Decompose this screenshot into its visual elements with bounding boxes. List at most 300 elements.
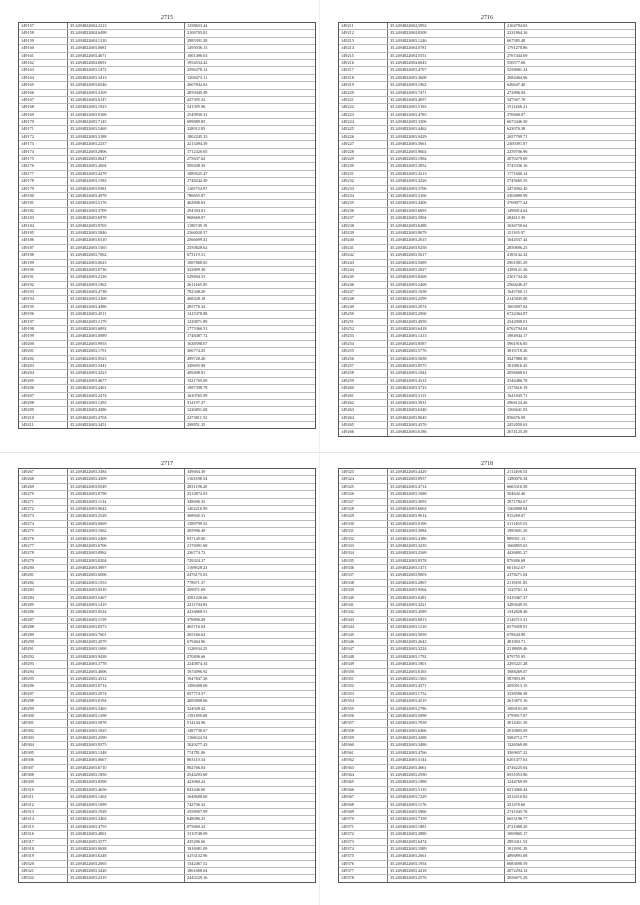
row-id-cell: 149211 [19,422,68,428]
coordinate-cell: 35.2494822683.1471 [388,565,505,571]
coordinate-cell: 35.2494822683.4213 [388,171,505,177]
coordinate-cell: 35.2494822683.4766 [388,750,505,756]
value-cell: 3447880.30 [507,355,528,361]
coordinate-cell: 35.2494822683.4109 [68,90,185,96]
table-row [19,30,315,37]
value-cell: 673119.31 [187,252,206,258]
value-cell: 1663097.04 [507,303,528,309]
coordinate-cell: 35.2494822683.1988 [388,779,505,785]
table-row [19,506,315,513]
table-row [19,624,315,631]
table-row [19,720,315,727]
value-cell: 3474902.45 [507,185,528,191]
row-id-cell: 149194 [19,296,68,302]
row-id-cell: 149362 [339,757,388,763]
table-row [19,691,315,698]
table-row [339,171,635,178]
value-cell: 4896893.08 [507,853,528,859]
row-id-cell: 149346 [339,639,388,645]
coordinate-cell: 35.2494822683.0669 [68,521,185,527]
row-id-cell: 149274 [19,521,68,527]
document-page [18,460,316,883]
row-id-cell: 149284 [19,595,68,601]
coordinate-cell: 35.2494822683.2468 [68,536,185,542]
row-id-cell: 149363 [339,765,388,771]
value-cell: 2445229.16 [187,875,208,881]
coordinate-cell: 35.2494822683.2079 [68,639,185,645]
table-row [339,333,635,340]
value-cell: 1041845.71 [507,392,528,398]
coordinate-cell: 35.2494822683.1928 [68,809,185,815]
table-row [19,67,315,74]
row-id-cell: 149183 [19,215,68,221]
data-table [338,468,636,883]
row-id-cell: 149179 [19,186,68,192]
row-id-cell: 149201 [19,348,68,354]
value-cell: 1712320.65 [187,148,208,154]
row-id-cell: 149331 [339,528,388,534]
coordinate-cell: 35.2494822683.5460 [68,126,185,132]
table-row [339,536,635,543]
table-row [339,119,635,126]
value-cell: 6683698.59 [507,860,528,866]
coordinate-cell: 35.2494822684.0781 [388,45,505,51]
value-cell: 1985601.20 [507,528,528,534]
coordinate-cell: 35.2494822683.5846 [68,230,185,236]
value-cell: 1811891.29 [507,845,528,851]
value-cell: 2741945.76 [507,808,528,814]
coordinate-cell: 35.2494822683.3706 [388,186,505,192]
row-id-cell: 149281 [19,572,68,578]
coordinate-cell: 35.2494822683.1825 [68,728,185,734]
row-id-cell: 149170 [19,119,68,125]
value-cell: 1258653.44 [187,23,208,28]
coordinate-cell: 35.2494822683.8645 [388,415,505,421]
coordinate-cell: 35.2494822683.5176 [68,200,185,206]
value-cell: 3111495.53 [507,520,528,526]
table-row [19,126,315,133]
row-id-cell: 149295 [19,676,68,682]
row-id-cell: 149336 [339,565,388,571]
coordinate-cell: 35.2494822683.9602 [388,149,505,155]
data-table [338,22,636,437]
table-row [19,558,315,565]
table-row [339,370,635,377]
table-row [19,765,315,772]
row-id-cell: 149159 [19,38,68,44]
row-id-cell: 149245 [339,274,388,280]
coordinate-cell: 35.2494822683.9638 [68,846,185,852]
value-cell: 2558907.99 [187,808,208,814]
coordinate-cell: 35.2494822683.3931 [388,400,505,406]
value-cell: 857774.57 [187,690,206,696]
row-id-cell: 149236 [339,208,388,214]
coordinate-cell: 35.2494822683.4704 [68,415,185,421]
row-id-cell: 149162 [19,60,68,66]
row-id-cell: 149316 [19,831,68,837]
value-cell: 305996.49 [187,528,206,534]
value-cell: 1748487.72 [187,333,208,339]
row-id-cell: 149367 [339,794,388,800]
row-id-cell: 149202 [19,356,68,362]
value-cell: 2550828.62 [187,244,208,250]
value-cell: 667585.48 [507,37,526,43]
row-id-cell: 149228 [339,149,388,155]
coordinate-cell: 35.2494822683.0165 [388,669,505,675]
value-cell: 1402216.99 [187,505,208,511]
coordinate-cell: 35.2494822683.9168 [68,112,185,118]
row-id-cell: 149300 [19,713,68,719]
coordinate-cell: 35.2494822683.3778 [68,661,185,667]
table-row [19,304,315,311]
table-row [339,683,635,690]
value-cell: 1636750.64 [507,222,528,228]
row-id-cell: 149345 [339,632,388,638]
row-id-cell: 149269 [19,484,68,490]
row-id-cell: 149160 [19,45,68,51]
row-id-cell: 149198 [19,326,68,332]
table-row [339,868,635,875]
table-row [339,252,635,259]
table-row [19,521,315,528]
row-id-cell: 149208 [19,400,68,406]
table-row [339,484,635,491]
value-cell: 2056668.61 [507,370,528,376]
table-row [19,772,315,779]
table-row [339,215,635,222]
row-id-cell: 149332 [339,536,388,542]
table-row [19,363,315,370]
table-row [19,565,315,572]
table-row [19,415,315,422]
coordinate-cell: 35.2494822683.1792 [388,654,505,660]
row-id-cell: 149266 [339,429,388,435]
coordinate-cell: 35.2494822683.5098 [388,713,505,719]
value-cell: 151165.97 [507,229,526,235]
row-id-cell: 149234 [339,193,388,199]
row-id-cell: 149163 [19,67,68,73]
value-cell: 679755.95 [507,653,526,659]
table-row [339,661,635,668]
coordinate-cell: 35.2494822683.6418 [388,326,505,332]
value-cell: 1511466.21 [507,104,528,110]
table-row [339,839,635,846]
row-id-cell: 149279 [19,558,68,564]
row-id-cell: 149276 [19,536,68,542]
coordinate-cell: 35.2494822683.8268 [388,274,505,280]
coordinate-cell: 35.2494822683.2806 [68,149,185,155]
table-row [339,289,635,296]
value-cell: 2859445.49 [187,89,208,95]
coordinate-cell: 35.2494822683.2576 [388,875,505,881]
value-cell: 1889525.47 [187,170,208,176]
row-id-cell: 149231 [339,171,388,177]
coordinate-cell: 35.2494822683.1962 [388,82,505,88]
table-row [19,274,315,281]
coordinate-cell: 35.2494822683.6706 [68,543,185,549]
coordinate-cell: 35.2494822683.1690 [68,646,185,652]
coordinate-cell: 35.2494822683.2661 [388,853,505,859]
table-row [339,787,635,794]
row-id-cell: 149335 [339,558,388,564]
row-id-cell: 149220 [339,90,388,96]
table-row [339,341,635,348]
coordinate-cell: 35.2494822683.4418 [388,868,505,874]
value-cell: 1268473.11 [187,74,208,80]
row-id-cell: 149217 [339,67,388,73]
row-id-cell: 149188 [19,252,68,258]
page-gutter-horizontal [0,452,640,453]
coordinate-cell: 35.2494822683.9429 [388,134,505,140]
table-row [19,385,315,392]
table-row [19,779,315,786]
row-id-cell: 149350 [339,669,388,675]
row-id-cell: 149196 [19,311,68,317]
coordinate-cell: 35.2494822684.8308 [388,30,505,36]
row-id-cell: 149244 [339,267,388,273]
row-id-cell: 149370 [339,816,388,822]
table-row [339,237,635,244]
row-id-cell: 149211 [339,23,388,29]
row-id-cell: 149222 [339,104,388,110]
row-id-cell: 149265 [339,422,388,428]
coordinate-cell: 35.2494822683.3235 [388,543,505,549]
coordinate-cell: 35.2494822683.2126 [68,274,185,280]
coordinate-cell: 35.2494822683.4288 [388,735,505,741]
value-cell: 6665316.58 [507,483,528,489]
row-id-cell: 149333 [339,543,388,549]
value-cell: 1166624.54 [187,735,208,741]
table-row [339,75,635,82]
table-row [339,356,635,363]
coordinate-cell: 35.2494822683.6546 [68,82,185,88]
value-cell: 272886.84 [507,89,526,95]
value-cell: 4234868.51 [187,609,208,615]
coordinate-cell: 35.2494822683.2615 [388,237,505,243]
coordinate-cell: 35.2494822683.4738 [68,289,185,295]
coordinate-cell: 35.2494822683.5904 [388,215,505,221]
value-cell: 2549930.31 [187,111,208,117]
row-id-cell: 149373 [339,839,388,845]
coordinate-cell: 35.2494822683.4606 [68,669,185,675]
table-row [19,669,315,676]
coordinate-cell: 35.2494822683.4429 [388,469,505,475]
coordinate-cell: 35.2494822683.4312 [388,378,505,384]
table-row [19,319,315,326]
value-cell: 541395.96 [187,104,206,110]
table-row [19,476,315,483]
table-row [339,156,635,163]
row-id-cell: 149351 [339,676,388,682]
coordinate-cell: 35.2494822683.2974 [68,691,185,697]
row-id-cell: 149321 [19,868,68,874]
page-number: 2717 [161,461,173,467]
coordinate-cell: 35.2494822683.1159 [68,617,185,623]
value-cell: 2656675.29 [507,875,528,881]
row-id-cell: 149243 [339,260,388,266]
value-cell: 4436801.27 [507,550,528,556]
table-row [19,215,315,222]
coordinate-cell: 35.2494822683.3897 [68,565,185,571]
value-cell: 285776.34 [187,303,206,309]
table-row [339,558,635,565]
value-cell: 626647.40 [507,82,526,88]
row-id-cell: 149173 [19,141,68,147]
row-id-cell: 149237 [339,215,388,221]
coordinate-cell: 35.2494822683.1964 [388,156,505,162]
table-row [19,134,315,141]
table-row [339,669,635,676]
row-id-cell: 149290 [19,639,68,645]
value-cell: 1775366.51 [187,326,208,332]
coordinate-cell: 35.2494822683.1923 [68,104,185,110]
table-row [339,38,635,45]
coordinate-cell: 35.2494822683.5966 [388,809,505,815]
table-row [19,296,315,303]
table-row [19,602,315,609]
row-id-cell: 149324 [339,476,388,482]
coordinate-cell: 35.2494822683.0089 [68,333,185,339]
table-row [19,245,315,252]
row-id-cell: 149293 [19,661,68,667]
value-cell: 3769077.24 [507,200,528,206]
row-id-cell: 149252 [339,326,388,332]
row-id-cell: 149177 [19,171,68,177]
row-id-cell: 149174 [19,149,68,155]
table-row [339,60,635,67]
coordinate-cell: 35.2494822683.4958 [388,319,505,325]
row-id-cell: 149353 [339,691,388,697]
coordinate-cell: 35.2494822683.7471 [388,90,505,96]
coordinate-cell: 35.2494822683.2319 [68,875,185,881]
row-id-cell: 149238 [339,223,388,229]
coordinate-cell: 35.2494822684.5551 [388,53,505,59]
value-cell: 587803.09 [507,675,526,681]
coordinate-cell: 35.2494822683.1099 [68,802,185,808]
coordinate-cell: 35.2494822684.1310 [68,38,185,44]
row-id-cell: 149356 [339,713,388,719]
value-cell: 2596378.12 [187,67,208,73]
value-cell: 314197.37 [187,399,206,405]
value-cell: 2476175.03 [187,572,208,578]
coordinate-cell: 35.2494822683.0281 [388,595,505,601]
row-id-cell: 149310 [19,787,68,793]
coordinate-cell: 35.2494822683.7158 [388,816,505,822]
coordinate-cell: 35.2494822683.7229 [388,794,505,800]
row-id-cell: 149291 [19,646,68,652]
value-cell: 539694.53 [187,274,206,280]
coordinate-cell: 35.2494822683.2786 [388,706,505,712]
table-row [19,536,315,543]
table-row [19,171,315,178]
table-row [19,341,315,348]
coordinate-cell: 35.2494822683.5183 [388,104,505,110]
row-id-cell: 149314 [19,816,68,822]
row-id-cell: 149246 [339,282,388,288]
table-row [339,624,635,631]
table-row [339,580,635,587]
value-cell: 2560246.47 [507,281,528,287]
value-cell: 2542908.01 [507,318,528,324]
coordinate-cell: 35.2494822683.6147 [68,97,185,103]
value-cell: 6513060.44 [507,786,528,792]
row-id-cell: 149233 [339,186,388,192]
coordinate-cell: 35.2494822683.4797 [388,67,505,73]
coordinate-cell: 35.2494822683.3223 [68,370,185,376]
table-row [339,385,635,392]
table-row [19,617,315,624]
value-cell: 5745336.16 [507,163,528,169]
value-cell: 2176091.68 [187,542,208,548]
coordinate-cell: 35.2494822683.3441 [68,363,185,369]
table-row [339,728,635,735]
row-id-cell: 149248 [339,296,388,302]
value-cell: 1987398.78 [187,385,208,391]
table-row [339,506,635,513]
row-id-cell: 149210 [19,415,68,421]
coordinate-cell: 35.2494822683.5776 [388,348,505,354]
value-cell: 1415378.88 [187,311,208,317]
coordinate-cell: 35.2494822683.0798 [68,491,185,497]
table-row [339,126,635,133]
table-row [19,75,315,82]
coordinate-cell: 35.2494822683.2168 [68,296,185,302]
coordinate-cell: 35.2494822683.4309 [68,476,185,482]
value-cell: 3546486.78 [507,377,528,383]
value-cell: 3816718.26 [507,348,528,354]
row-id-cell: 149347 [339,646,388,652]
table-row [19,728,315,735]
value-cell: 462806.63 [187,200,206,206]
value-cell: 270496.66 [187,653,206,659]
row-id-cell: 149355 [339,706,388,712]
row-id-cell: 149186 [19,237,68,243]
coordinate-cell: 35.2494822683.0204 [68,558,185,564]
coordinate-cell: 35.2494822683.3852 [388,163,505,169]
value-cell: 1496914.64 [507,207,528,213]
row-id-cell: 149185 [19,230,68,236]
table-row [19,831,315,838]
coordinate-cell: 35.2494822683.0196 [388,521,505,527]
table-row [19,794,315,801]
coordinate-cell: 35.2494822683.7058 [388,720,505,726]
table-row [339,632,635,639]
value-cell: 4188121.36 [507,266,528,272]
table-row [339,646,635,653]
row-id-cell: 149366 [339,787,388,793]
table-row [339,296,635,303]
table-row [19,499,315,506]
value-cell: 1648688.60 [187,794,208,800]
value-cell: 2072294.14 [507,868,528,874]
coordinate-cell: 35.2494822683.4978 [68,193,185,199]
coordinate-cell: 35.2494822683.3188 [68,134,185,140]
coordinate-cell: 35.2494822684.6643 [388,60,505,66]
value-cell: 1375616.19 [507,385,528,391]
row-id-cell: 149359 [339,735,388,741]
value-cell: 328912.85 [187,126,206,132]
value-cell: 2985391.28 [187,37,208,43]
row-id-cell: 149256 [339,356,388,362]
table-row [339,513,635,520]
table-row [339,149,635,156]
coordinate-cell: 35.2494822683.0736 [68,267,185,273]
value-cell: 1496408.06 [187,683,208,689]
row-id-cell: 149172 [19,134,68,140]
coordinate-cell: 35.2494822683.3224 [388,646,505,652]
value-cell: 514144.96 [187,720,206,726]
table-row [339,846,635,853]
